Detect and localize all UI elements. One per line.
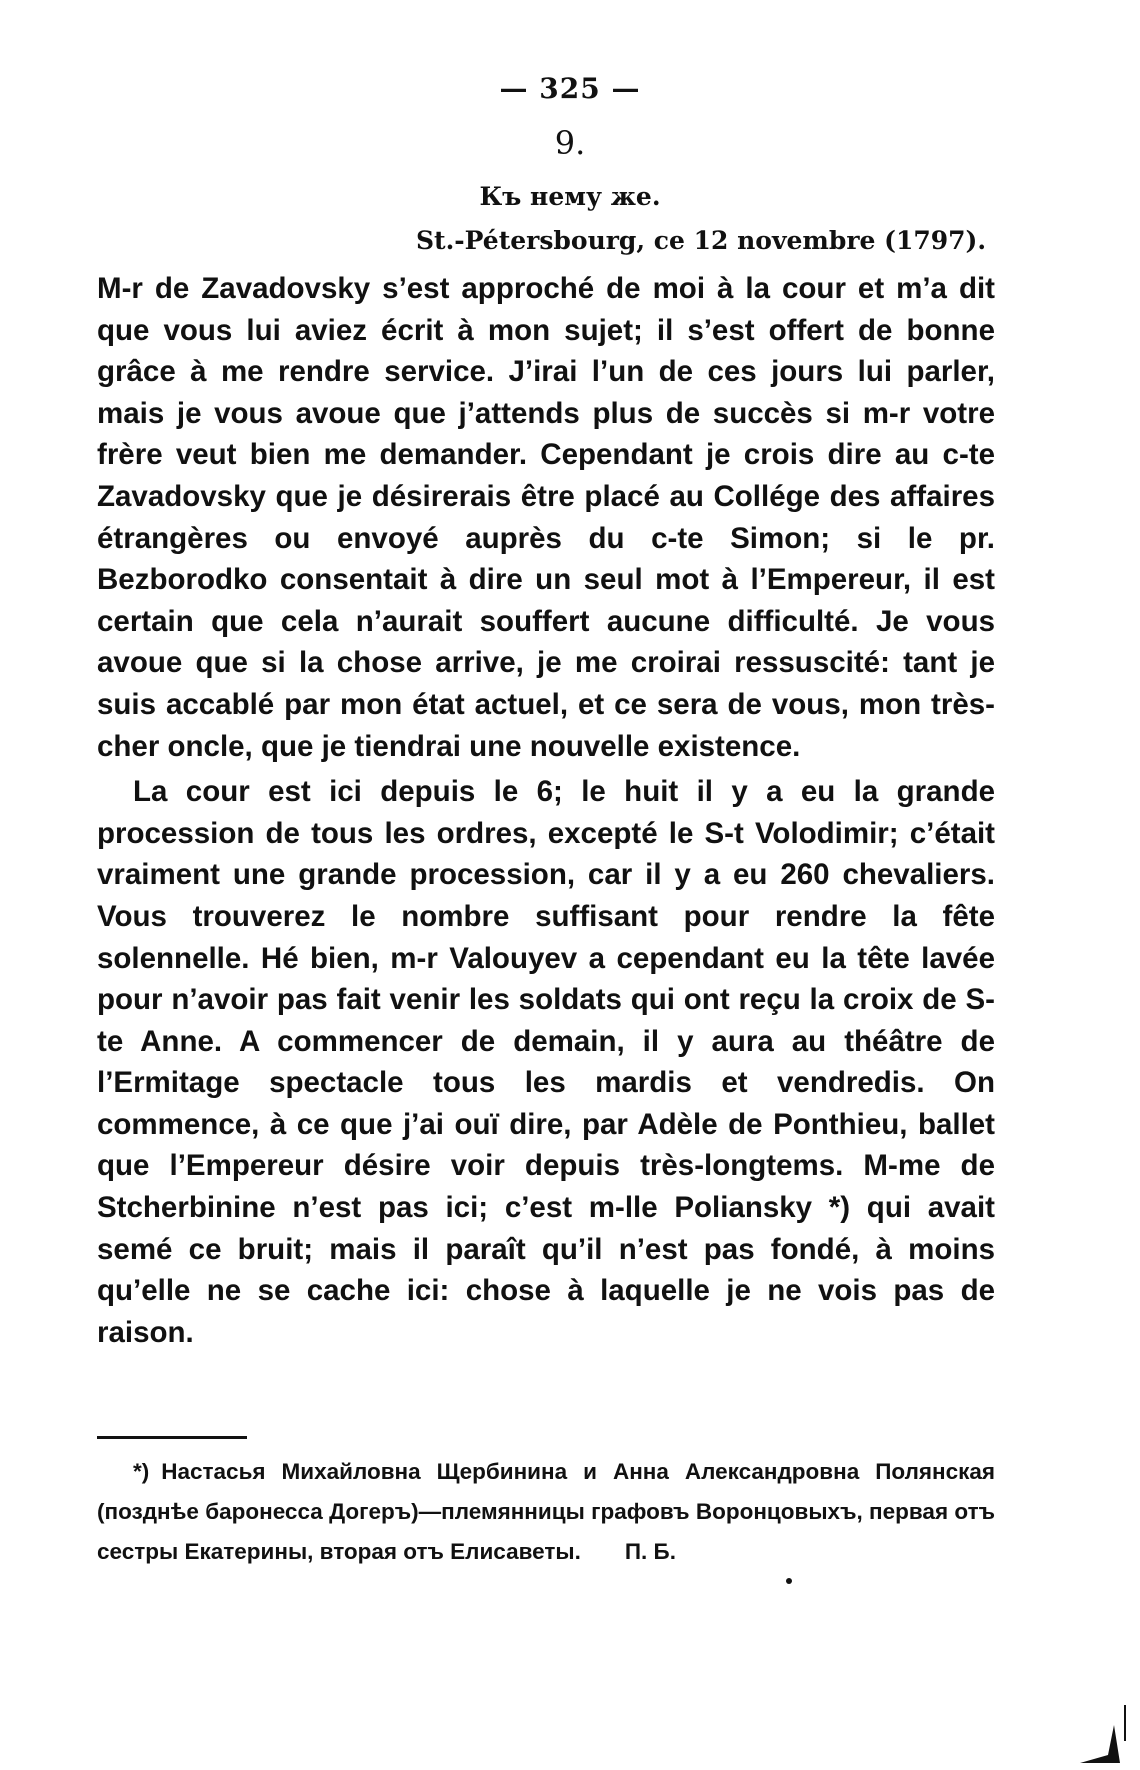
footnote-divider (97, 1436, 247, 1439)
footnote (97, 1452, 995, 1572)
footnote-mark: *) (133, 1459, 150, 1484)
paragraph-2: La cour est ici depuis le 6; le huit il y a eu la grande procession de tous les ordres, excepté le S-t Volodimir; c’était vraiment une grande procession, car il y a eu 260 chevaliers. Vous trouverez le nombre suffisant pour rendre la fête solennelle. Hé bien, m-r Valouyev a cependant eu la tête lavée pour n’avoir pas fait venir les soldats qui ont reçu la croix de S-te Anne. A commencer de demain, il y aura au théâtre de l’Ermitage spectacle tous les mardis et vendredis. On commence, à ce que j’ai ouï dire, par Adèle de Ponthieu, ballet que l’Empereur désire voir depuis très-longtems. M-me de Stcherbinine n’est pas ici; c’est m-lle Poliansky *) qui avait semé ce bruit; mais il paraît qu’il n’est pas fondé, à moins qu’elle ne se cache ici: chose à laquelle je ne vois pas de raison. (97, 775, 995, 1349)
page-corner-mark (1068, 1705, 1138, 1765)
page-number: — 325 — (499, 72, 641, 105)
letter-dateline: St.-Pétersbourg, ce 12 novembre (1797). (416, 226, 987, 255)
letter-body (97, 268, 995, 1353)
letter-number: 9. (554, 124, 586, 162)
paragraph-1: M-r de Zavadovsky s’est approché de moi à la cour et m’a dit que vous lui aviez écrit à mon sujet; il s’est offert de bonne grâce à me rendre service. J’irai l’un de ces jours lui parler, mais je vous avoue que j’attends plus de succès si m-r votre frère veut bien me demander. Cependant je crois dire au c-te Zavadovsky que je désirerais être placé au Collége des affaires étrangères ou envoyé auprès du c-te Simon; si le pr. Bezborodko consentait à dire un seul mot à l’Empereur, il est certain que cela n’aurait souffert aucune difficulté. Je vous avoue que si la chose arrive, je me croirai ressuscité: tant je suis accablé par mon état actuel, et ce sera de vous, mon très-cher oncle, que je tiendrai une nouvelle existence. (97, 272, 995, 763)
letter-recipient: Къ нему же. (479, 182, 661, 211)
footnote-signature: П. Б. (624, 1539, 676, 1564)
ink-speck (786, 1578, 792, 1584)
footnote-text: Настасья Михайловна Щербинина и Анна Александровна Полянская (позднѣе баронесса Догеръ)—племянницы графовъ Воронцовыхъ, первая отъ сестры Екатерины, вторая отъ Елисаветы. (97, 1459, 995, 1564)
